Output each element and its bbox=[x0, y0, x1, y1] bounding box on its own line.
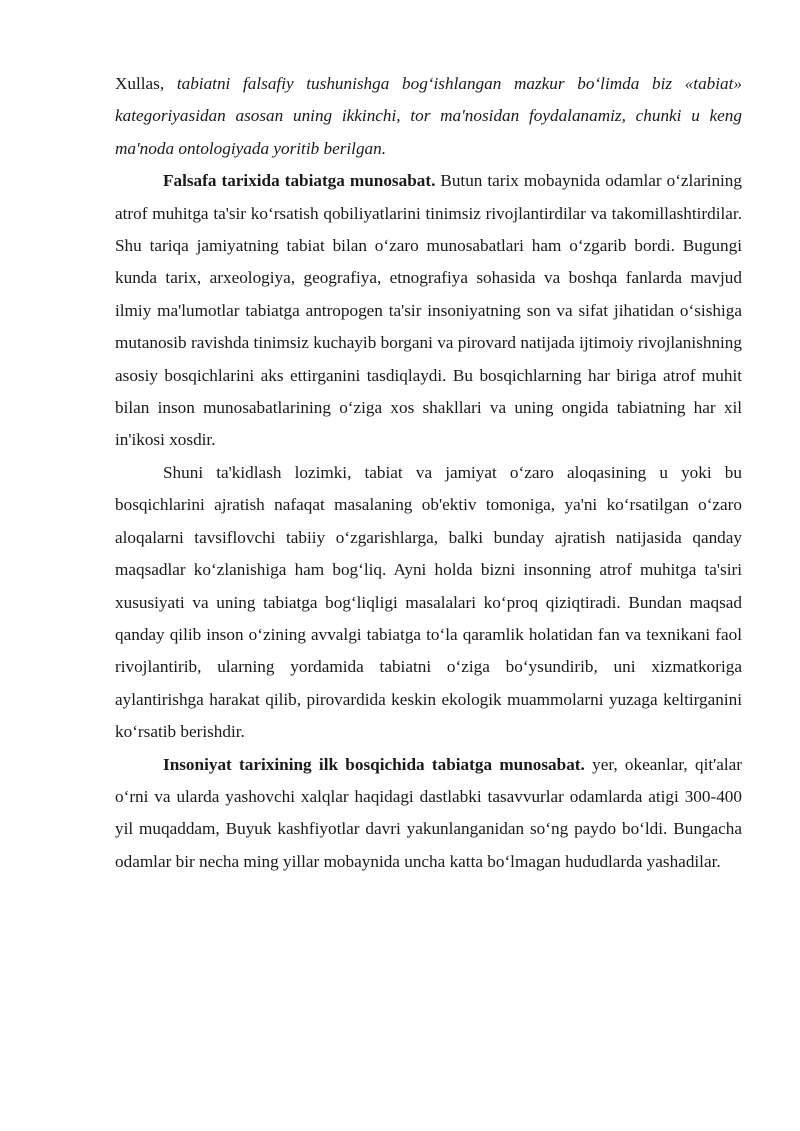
paragraph-early-stage bbox=[115, 749, 742, 879]
paragraph-summary bbox=[115, 68, 742, 165]
paragraph-italic-text: tabiatni falsafiy tushunishga bog‘ishlangan mazkur bo‘limda biz «tabiat» kategoriyasidan asosan uning ikkinchi, tor ma'nosidan foydalanamiz, chunki u keng ma'noda ontologiyada yoritib berilgan. bbox=[115, 74, 742, 158]
paragraph-history-of-philosophy bbox=[115, 165, 742, 457]
section-heading-history: Falsafa tarixida tabiatga munosabat. bbox=[163, 171, 436, 191]
document-page bbox=[115, 68, 742, 878]
paragraph-body-text: yer, okeanlar, qit'alar o‘rni va ularda yashovchi xalqlar haqidagi dastlabki tasavvurlar odamlarda atigi 300-400 yil muqaddam, Buyuk kashfiyotlar davri yakunlanganidan so‘ng paydo bo‘ldi. Bungacha odamlar bir necha ming yillar mobaynida uncha katta bo‘lmagan hududlarda yashadilar. bbox=[115, 754, 742, 871]
section-heading-early-stage: Insoniyat tarixining ilk bosqichida tabiatga munosabat. bbox=[163, 754, 585, 774]
paragraph-lead-text: Xullas, bbox=[115, 74, 177, 93]
paragraph-emphasis bbox=[115, 457, 742, 749]
paragraph-body-text: Shuni ta'kidlash lozimki, tabiat va jamiyat o‘zaro aloqasining u yoki bu bosqichlarini ajratish nafaqat masalaning ob'ektiv tomoniga, ya'ni ko‘rsatilgan o‘zaro aloqalarni tavsiflovchi tabiiy o‘zgarishlarga, balki bunday ajratish natijasida qanday maqsadlar ko‘zlanishiga ham bog‘liq. Ayni holda bizni insonning atrof muhitga ta'siri xususiyati va uning tabiatga bog‘liqligi masalalari ko‘proq qiziqtiradi. Bundan maqsad qanday qilib inson o‘zining avvalgi tabiatga to‘la qaramlik holatidan fan va texnikani faol rivojlantirib, ularning yordamida tabiatni o‘ziga bo‘ysundirib, uni xizmatkoriga aylantirishga harakat qilib, pirovardida keskin ekologik muammolarni yuzaga keltirganini ko‘rsatib berishdir. bbox=[115, 462, 742, 742]
paragraph-body-text: Butun tarix mobaynida odamlar o‘zlarining atrof muhitga ta'sir ko‘rsatish qobiliyatlarini tinimsiz rivojlantirdilar va takomillashtirdilar. Shu tariqa jamiyatning tabiat bilan o‘zaro munosabatlari ham o‘zgarib bordi. Bugungi kunda tarix, arxeologiya, geografiya, etnografiya sohasida va boshqa fanlarda mavjud ilmiy ma'lumotlar tabiatga antropogen ta'sir insoniyatning son va sifat jihatidan o‘sishiga mutanosib ravishda tinimsiz kuchayib borgani va pirovard natijada ijtimoiy rivojlanishning asosiy bosqichlarini aks ettirganini tasdiqlaydi. Bu bosqichlarning har biriga atrof muhit bilan inson munosabatlarining o‘ziga xos shakllari va uning ongida tabiatning har xil in'ikosi xosdir. bbox=[115, 171, 742, 450]
